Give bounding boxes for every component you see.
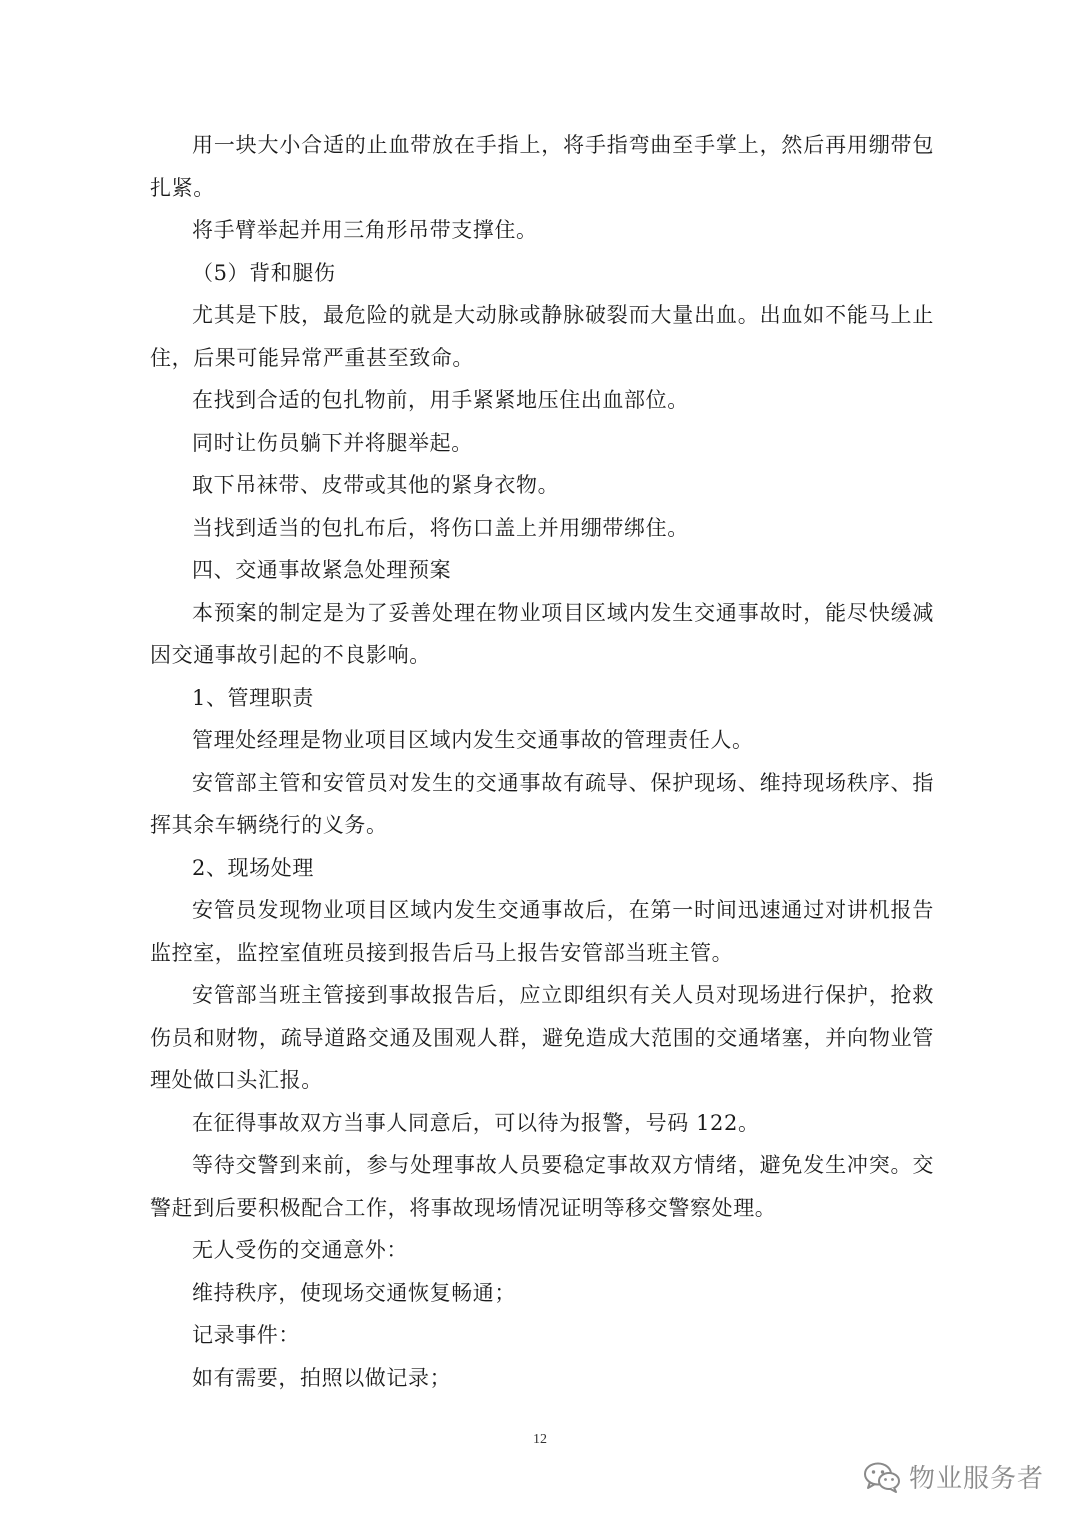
section-heading: （5）背和腿伤 <box>192 260 336 285</box>
paragraph: 用一块大小合适的止血带放在手指上，将手指弯曲至手掌上，然后再用绷带包扎紧。 <box>150 133 934 200</box>
paragraph: 记录事件： <box>192 1323 300 1347</box>
paragraph: 管理处经理是物业项目区域内发生交通事故的管理责任人。 <box>192 728 754 752</box>
paragraph: 等待交警到来前，参与处理事故人员要稳定事故双方情绪，避免发生冲突。交警赶到后要积极配合工作，将事故现场情况证明等移交警察处理。 <box>150 1153 934 1220</box>
watermark <box>863 1458 1044 1495</box>
paragraph: 本预案的制定是为了妥善处理在物业项目区域内发生交通事故时，能尽快缓减因交通事故引起的不良影响。 <box>150 600 934 667</box>
paragraph: 维持秩序，使现场交通恢复畅通； <box>192 1280 516 1305</box>
paragraph: 取下吊袜带、皮带或其他的紧身衣物。 <box>192 473 560 497</box>
page-number: 12 <box>533 1432 547 1447</box>
watermark-text: 物业服务者 <box>908 1464 1044 1494</box>
paragraph: 安管员发现物业项目区域内发生交通事故后，在第一时间迅速通过对讲机报告监控室，监控室值班员接到报告后马上报告安管部当班主管。 <box>150 898 934 965</box>
paragraph: 将手臂举起并用三角形吊带支撑住。 <box>192 218 538 242</box>
section-heading: 四、交通事故紧急处理预案 <box>192 558 452 582</box>
section-heading: 1、管理职责 <box>192 685 314 710</box>
paragraph: 尤其是下肢，最危险的就是大动脉或静脉破裂而大量出血。出血如不能马上止住，后果可能异常严重甚至致命。 <box>150 303 934 370</box>
section-heading: 2、现场处理 <box>192 855 314 880</box>
paragraph: 安管部主管和安管员对发生的交通事故有疏导、保护现场、维持现场秩序、指挥其余车辆绕行的义务。 <box>150 770 934 837</box>
paragraph: 无人受伤的交通意外： <box>192 1238 408 1262</box>
wechat-icon <box>863 1461 901 1493</box>
paragraph: 当找到适当的包扎布后，将伤口盖上并用绷带绑住。 <box>192 515 689 540</box>
paragraph: 在征得事故双方当事人同意后，可以待为报警，号码 122。 <box>192 1110 760 1135</box>
paragraph: 如有需要，拍照以做记录； <box>192 1365 452 1390</box>
paragraph: 同时让伤员躺下并将腿举起。 <box>192 430 473 455</box>
document-body <box>150 124 934 1399</box>
paragraph: 在找到合适的包扎物前，用手紧紧地压住出血部位。 <box>192 388 689 412</box>
paragraph: 安管部当班主管接到事故报告后，应立即组织有关人员对现场进行保护，抢救伤员和财物，疏导道路交通及围观人群，避免造成大范围的交通堵塞，并向物业管理处做口头汇报。 <box>150 983 934 1092</box>
